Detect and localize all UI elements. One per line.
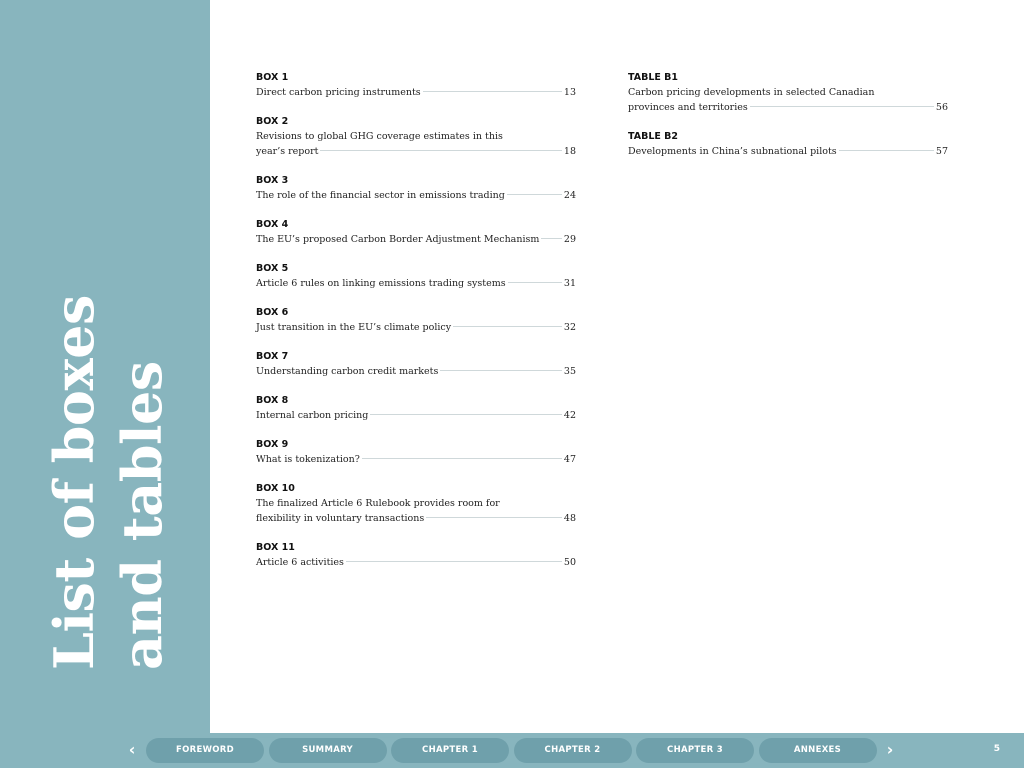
- leader-line: [426, 517, 562, 518]
- page-title-line-1: List of boxes: [42, 295, 106, 670]
- toc-page-number: 57: [935, 146, 948, 157]
- toc-entry-line: [628, 100, 948, 115]
- toc-entry-title: Understanding carbon credit markets: [256, 366, 439, 377]
- leader-line: [440, 370, 562, 371]
- toc-entry-title: flexibility in voluntary transactions: [256, 513, 425, 524]
- page-title: [40, 230, 176, 670]
- toc-entry-label: BOX 7: [256, 351, 289, 362]
- toc-entry-title: The role of the financial sector in emissions trading: [256, 190, 505, 201]
- toc-entry[interactable]: [256, 349, 576, 379]
- toc-entry-title: The EU’s proposed Carbon Border Adjustment Mechanism: [256, 234, 540, 245]
- leader-line: [346, 561, 562, 562]
- tab-chapter-2[interactable]: CHAPTER 2: [514, 738, 632, 763]
- toc-entry-line: [256, 452, 576, 467]
- toc-entry[interactable]: [256, 70, 576, 100]
- toc-entry-label: BOX 3: [256, 175, 289, 186]
- toc-entry[interactable]: [628, 129, 948, 159]
- toc-entry-label: BOX 6: [256, 307, 289, 318]
- toc-entry-line: [256, 408, 576, 423]
- toc-entry-line: [256, 188, 576, 203]
- leader-line: [839, 150, 934, 151]
- toc-entry-label: BOX 5: [256, 263, 289, 274]
- toc-entry-title: Internal carbon pricing: [256, 410, 369, 421]
- toc-page-number: 47: [563, 454, 576, 465]
- boxes-list: [256, 70, 576, 584]
- leader-line: [453, 326, 562, 327]
- toc-page-number: 48: [563, 513, 576, 524]
- toc-entry[interactable]: [256, 173, 576, 203]
- toc-entry-label: BOX 4: [256, 219, 289, 230]
- toc-entry-line: [256, 276, 576, 291]
- toc-entry[interactable]: [256, 540, 576, 570]
- toc-entry-title: Just transition in the EU’s climate policy: [256, 322, 452, 333]
- leader-line: [362, 458, 562, 459]
- toc-page-number: 56: [935, 102, 948, 113]
- toc-entry-line: [256, 85, 576, 100]
- toc-entry[interactable]: [256, 393, 576, 423]
- toc-entry[interactable]: [628, 70, 948, 115]
- toc-entry[interactable]: [256, 437, 576, 467]
- toc-page-number: 31: [563, 278, 576, 289]
- toc-entry-line: [256, 555, 576, 570]
- toc-entry-title: Carbon pricing developments in selected Canadian: [628, 87, 875, 98]
- toc-entry-label: BOX 2: [256, 116, 289, 127]
- leader-line: [508, 282, 562, 283]
- leader-line: [423, 91, 562, 92]
- leader-line: [541, 238, 562, 239]
- toc-entry-label: TABLE B2: [628, 131, 679, 142]
- tab-chapter-1[interactable]: CHAPTER 1: [391, 738, 509, 763]
- chevron-right-icon[interactable]: ›: [886, 740, 894, 759]
- leader-line: [320, 150, 561, 151]
- toc-entry-line: [256, 364, 576, 379]
- toc-entry-title: year’s report: [256, 146, 319, 157]
- toc-entry-title: Article 6 rules on linking emissions trading systems: [256, 278, 506, 289]
- tab-annexes[interactable]: ANNEXES: [759, 738, 877, 763]
- toc-entry[interactable]: [256, 305, 576, 335]
- toc-entry-label: BOX 8: [256, 395, 289, 406]
- toc-entry-title: provinces and territories: [628, 102, 748, 113]
- toc-page-number: 42: [563, 410, 576, 421]
- tab-foreword[interactable]: FOREWORD: [146, 738, 264, 763]
- toc-page-number: 50: [563, 557, 576, 568]
- tab-summary[interactable]: SUMMARY: [269, 738, 387, 763]
- toc-page-number: 24: [563, 190, 576, 201]
- tab-chapter-3[interactable]: CHAPTER 3: [636, 738, 754, 763]
- toc-page-number: 32: [563, 322, 576, 333]
- leader-line: [750, 106, 934, 107]
- tables-list: [628, 70, 948, 173]
- toc-entry-label: BOX 11: [256, 542, 295, 553]
- toc-page-number: 35: [563, 366, 576, 377]
- toc-entry-title: Developments in China’s subnational pilots: [628, 146, 837, 157]
- toc-entry-line: [628, 85, 948, 100]
- toc-entry-line: [256, 320, 576, 335]
- toc-entry-title: Revisions to global GHG coverage estimates in this: [256, 131, 503, 142]
- toc-entry[interactable]: [256, 261, 576, 291]
- toc-entry-label: TABLE B1: [628, 72, 679, 83]
- toc-entry-label: BOX 1: [256, 72, 289, 83]
- toc-page-number: 29: [563, 234, 576, 245]
- page-title-line-2: and tables: [110, 361, 174, 670]
- sidebar-panel: [0, 0, 210, 768]
- toc-entry-line: [256, 129, 576, 144]
- leader-line: [370, 414, 562, 415]
- page-number: 5: [993, 744, 1000, 754]
- footer-navigation: [0, 733, 1024, 768]
- nav-tabs: [146, 738, 881, 763]
- toc-entry-line: [256, 496, 576, 511]
- toc-entry-line: [256, 511, 576, 526]
- leader-line: [507, 194, 562, 195]
- toc-entry-line: [256, 232, 576, 247]
- toc-page-number: 18: [563, 146, 576, 157]
- toc-entry-title: Direct carbon pricing instruments: [256, 87, 421, 98]
- toc-entry-title: The finalized Article 6 Rulebook provides room for: [256, 498, 500, 509]
- toc-entry-label: BOX 10: [256, 483, 295, 494]
- toc-entry[interactable]: [256, 481, 576, 526]
- toc-entry-line: [256, 144, 576, 159]
- toc-page-number: 13: [563, 87, 576, 98]
- toc-entry-label: BOX 9: [256, 439, 289, 450]
- chevron-left-icon[interactable]: ‹: [128, 740, 136, 759]
- toc-entry-line: [628, 144, 948, 159]
- toc-entry-title: What is tokenization?: [256, 454, 360, 465]
- toc-entry[interactable]: [256, 217, 576, 247]
- toc-entry[interactable]: [256, 114, 576, 159]
- toc-entry-title: Article 6 activities: [256, 557, 344, 568]
